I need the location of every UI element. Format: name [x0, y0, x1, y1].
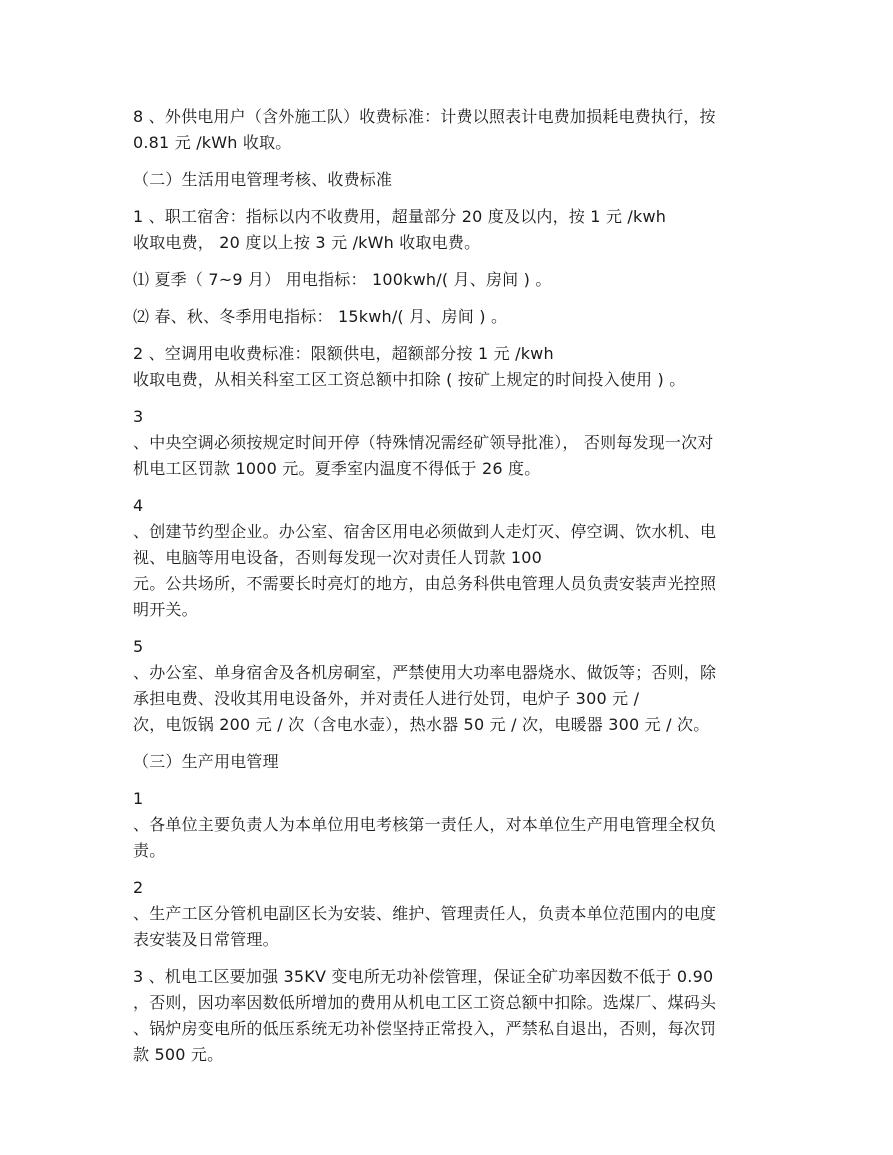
text-line: 承担电费、没收其用电设备外，并对责任人进行处罚，电炉子 300 元 /: [133, 689, 640, 708]
text-line: 次，电饭锅 200 元 / 次（含电水壶），热水器 50 元 / 次，电暖器 300 元 / 次。: [133, 715, 710, 734]
text-line: 、创建节约型企业。办公室、宿舍区用电必须做到人走灯灭、停空调、饮水机、电: [133, 522, 717, 541]
text-line: 5: [133, 637, 144, 656]
text-line: 明开关。: [133, 600, 198, 619]
paragraph-spring-autumn-winter-quota: [133, 304, 765, 330]
text-line: 4: [133, 496, 144, 515]
text-line: 8 、外供电用户（含外施工队）收费标准：计费以照表计电费加损耗电费执行，按: [133, 107, 716, 126]
text-line: ，否则，因功率因数低所增加的费用从机电工区工资总额中扣除。选煤厂、煤码头: [133, 993, 717, 1012]
paragraph-central-ac: [133, 404, 765, 482]
text-line: ⑵ 春、秋、冬季用电指标： 15kwh/( 月、房间 ) 。: [133, 307, 508, 326]
text-line: ⑴ 夏季（ 7~9 月） 用电指标： 100kwh/( 月、房间 ) 。: [133, 270, 552, 289]
paragraph-external-supply-fee: [133, 104, 765, 156]
paragraph-high-power-appliances: [133, 634, 765, 738]
text-line: 1: [133, 789, 144, 808]
text-line: 机电工区罚款 1000 元。夏季室内温度不得低于 26 度。: [133, 459, 541, 478]
text-line: 、办公室、单身宿舍及各机房硐室，严禁使用大功率电器烧水、做饭等；否则，除: [133, 663, 717, 682]
text-line: 视、电脑等用电设备，否则每发现一次对责任人罚款 100: [133, 548, 543, 567]
text-line: 收取电费，从相关科室工区工资总额中扣除 ( 按矿上规定的时间投入使用 ) 。: [133, 370, 686, 389]
section-heading-living-electricity: [133, 167, 765, 193]
text-line: 、锅炉房变电所的低压系统无功补偿坚持正常投入，严禁私自退出，否则，每次罚: [133, 1019, 717, 1038]
section-heading-production-electricity: [133, 749, 765, 775]
text-line: 2 、空调用电收费标准：限额供电，超额部分按 1 元 /kwh: [133, 344, 554, 363]
text-line: 3 、机电工区要加强 35KV 变电所无功补偿管理，保证全矿功率因数不低于 0.90: [133, 967, 714, 986]
text-line: 0.81 元 /kWh 收取。: [133, 133, 292, 152]
text-line: 2: [133, 878, 144, 897]
text-line: 责。: [133, 841, 166, 860]
text-line: 款 500 元。: [133, 1045, 224, 1064]
text-line: 、中央空调必须按规定时间开停（特殊情况需经矿领导批准）， 否则每发现一次对: [133, 433, 714, 452]
paragraph-meter-installation: [133, 875, 765, 953]
text-line: 3: [133, 407, 144, 426]
text-line: 1 、职工宿舍：指标以内不收费用，超量部分 20 度及以内，按 1 元 /kwh: [133, 207, 667, 226]
text-line: （三）生产用电管理: [133, 752, 279, 771]
text-line: 、生产工区分管机电副区长为安装、维护、管理责任人，负责本单位范围内的电度: [133, 904, 717, 923]
paragraph-dormitory-fee: [133, 204, 765, 256]
text-line: 收取电费， 20 度以上按 3 元 /kWh 收取电费。: [133, 233, 481, 252]
text-line: 表安装及日常管理。: [133, 930, 279, 949]
document-body: [133, 104, 765, 1079]
paragraph-reactive-compensation: [133, 964, 765, 1068]
text-line: （二）生活用电管理考核、收费标准: [133, 170, 393, 189]
paragraph-unit-responsibility: [133, 786, 765, 864]
paragraph-air-conditioning-fee: [133, 341, 765, 393]
paragraph-summer-quota: [133, 267, 765, 293]
text-line: 、各单位主要负责人为本单位用电考核第一责任人，对本单位生产用电管理全权负: [133, 815, 717, 834]
paragraph-energy-saving: [133, 493, 765, 623]
text-line: 元。公共场所，不需要长时亮灯的地方，由总务科供电管理人员负责安装声光控照: [133, 574, 717, 593]
